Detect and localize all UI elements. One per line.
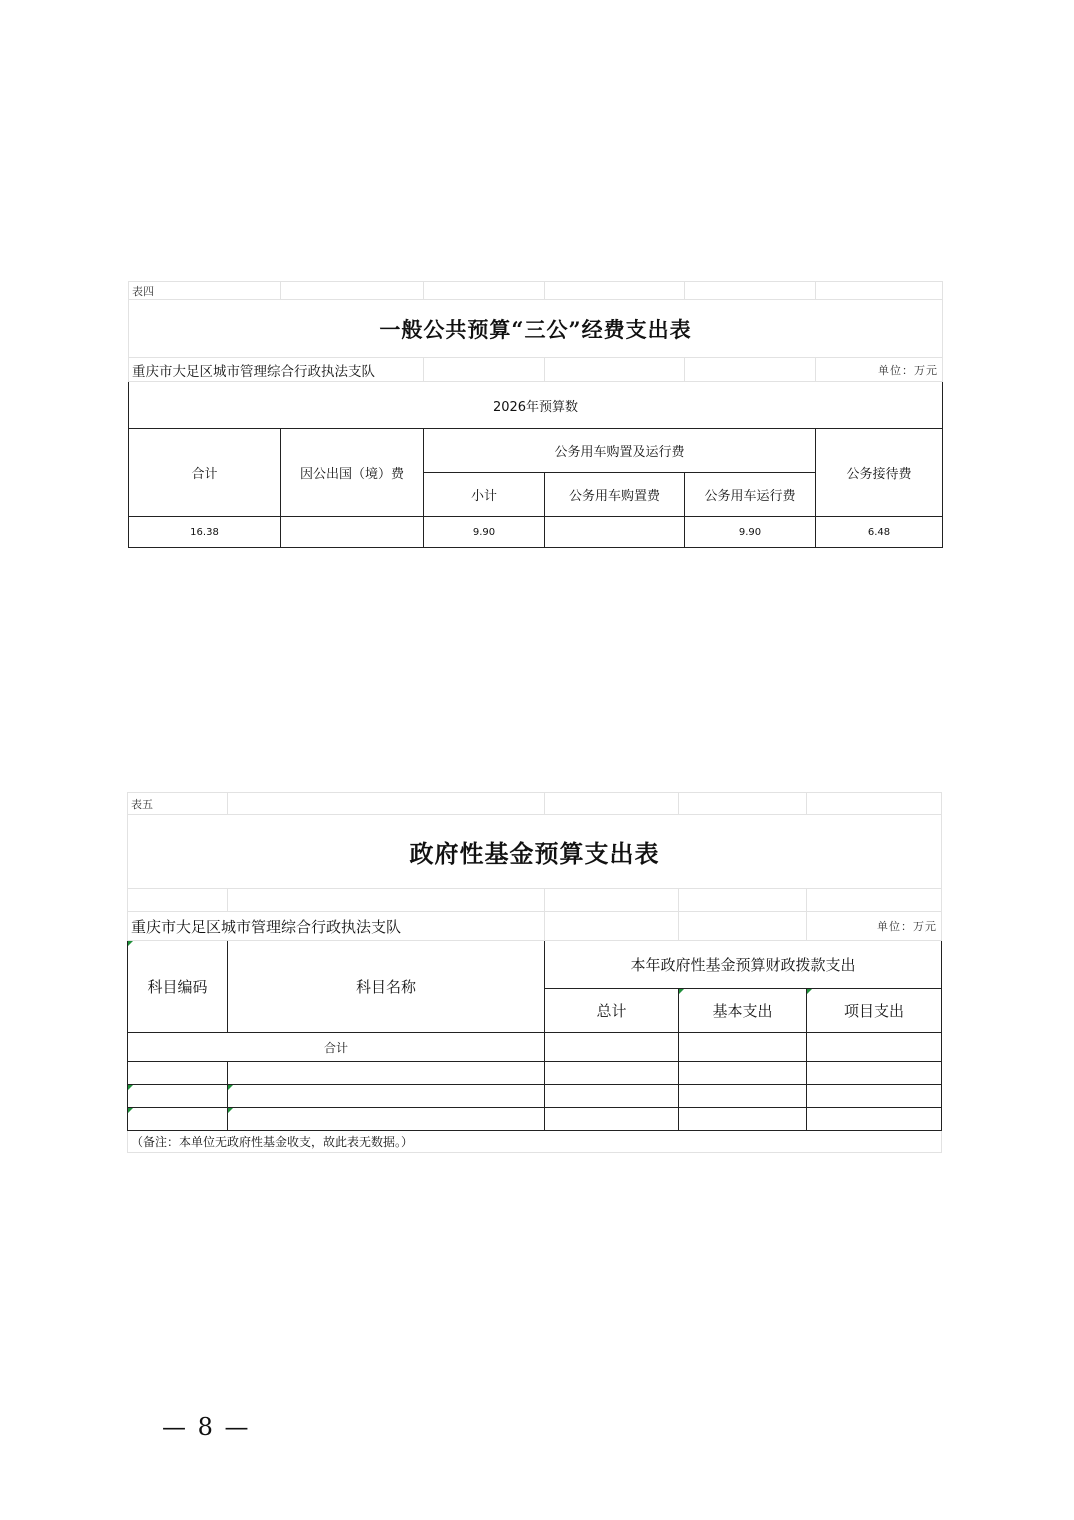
table4-title: 一般公共预算“三公”经费支出表 (129, 300, 943, 358)
page-number: — 8 — (162, 1413, 251, 1441)
table4-budget-header: 2026年预算数 (129, 382, 943, 429)
table5-title: 政府性基金预算支出表 (128, 815, 942, 889)
table4-org: 重庆市大足区城市管理综合行政执法支队 (129, 358, 424, 382)
table4-header-subtotal: 小计 (424, 473, 545, 517)
table4-value-reception: 6.48 (816, 517, 943, 548)
table4-header-reception: 公务接待费 (816, 429, 943, 517)
table4-header-operation: 公务用车运行费 (685, 473, 816, 517)
table4-unit: 单位：万元 (816, 358, 943, 382)
table4-label: 表四 (129, 282, 281, 300)
table4-value-subtotal: 9.90 (424, 517, 545, 548)
table5-header-project: 项目支出 (807, 989, 942, 1033)
table5 (127, 792, 942, 1153)
table5-header-total: 总计 (545, 989, 679, 1033)
table4 (128, 281, 943, 548)
table5-org: 重庆市大足区城市管理综合行政执法支队 (128, 912, 545, 941)
table4-header-purchase: 公务用车购置费 (545, 473, 685, 517)
table5-header-name: 科目名称 (228, 941, 545, 1033)
table5-header-basic: 基本支出 (679, 989, 807, 1033)
table-row (128, 1062, 942, 1085)
table-row (128, 1108, 942, 1131)
table4-value-purchase (545, 517, 685, 548)
table4-value-total: 16.38 (129, 517, 281, 548)
table5-total-row-label: 合计 (128, 1033, 545, 1062)
table4-value-operation: 9.90 (685, 517, 816, 548)
table4-value-abroad (281, 517, 424, 548)
table-row (128, 1085, 942, 1108)
table4-header-abroad: 因公出国（境）费 (281, 429, 424, 517)
table5-note: （备注：本单位无政府性基金收支，故此表无数据。） (128, 1131, 942, 1153)
table5-unit: 单位：万元 (807, 912, 942, 941)
table5-header-group: 本年政府性基金预算财政拨款支出 (545, 941, 942, 989)
table4-header-total: 合计 (129, 429, 281, 517)
table4-header-vehicle: 公务用车购置及运行费 (424, 429, 816, 473)
table5-label: 表五 (128, 793, 228, 815)
table5-header-code: 科目编码 (128, 941, 228, 1033)
